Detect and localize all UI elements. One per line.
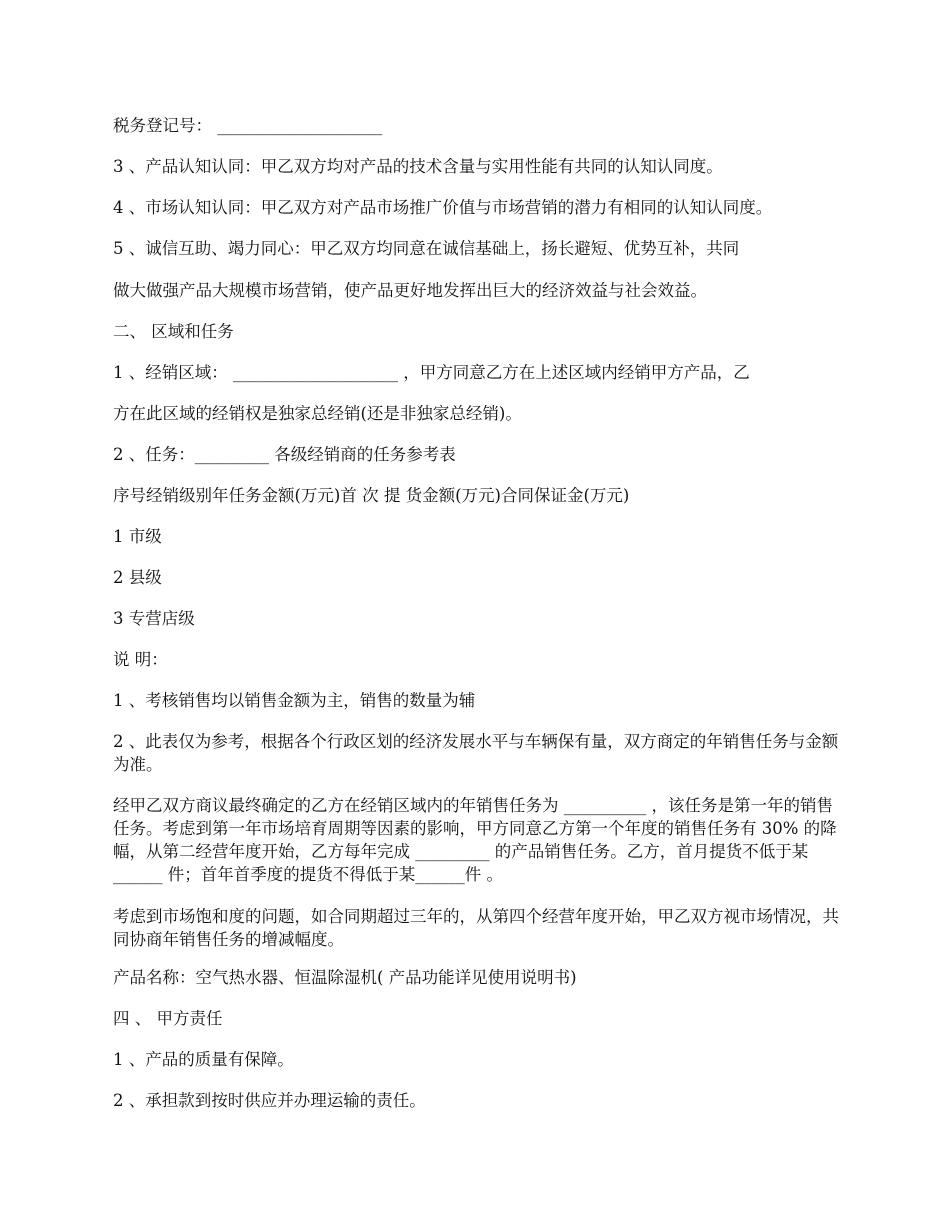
distribution-area-line-1: 1 、经销区域： ____________________ ，甲方同意乙方在上述区域内经销甲方产品，乙 xyxy=(113,363,750,382)
task-table-row-store: 3 专营店级 xyxy=(113,609,195,628)
product-name-line: 产品名称：空气热水器、恒温除湿机( 产品功能详见使用说明书) xyxy=(113,968,577,987)
annual-sales-task-paragraph: 经甲乙双方商议最终确定的乙方在经销区域内的年销售任务为 __________ ，该任务是第一年的销售任务。考虑到第一年市场培育周期等因素的影响，甲方同意乙方第一个年度的销售任务有 30% 的降幅，从第二经营年度开始，乙方每年完成 _________ 的产品销售任务。乙方，首月提货不低于某______ 件；首年首季度的提货不得低于某______件 。 xyxy=(113,796,837,884)
party-a-duty-2: 2 、承担款到按时供应并办理运输的责任。 xyxy=(113,1091,426,1110)
note-2: 2 、此表仅为参考，根据各个行政区划的经济发展水平与车辆保有量，双方商定的年销售任务与金额为准。 xyxy=(113,732,839,774)
task-table-header: 序号经销级别年任务金额(万元)首 次 提 货金额(万元)合同保证金(万元) xyxy=(113,486,630,505)
section-4-heading: 四 、 甲方责任 xyxy=(113,1009,223,1028)
notes-heading: 说 明： xyxy=(113,650,168,669)
clause-4-market-recognition: 4 、市场认知认同：甲乙双方对产品市场推广价值与市场营销的潜力有相同的认知认同度。 xyxy=(113,198,773,217)
task-table-row-city: 1 市级 xyxy=(113,527,162,546)
clause-5-integrity-line-2: 做大做强产品大规模市场营销，使产品更好地发挥出巨大的经济效益与社会效益。 xyxy=(113,281,707,300)
task-table-row-county: 2 县级 xyxy=(113,568,162,587)
clause-3-product-recognition: 3 、产品认知认同：甲乙双方均对产品的技术含量与实用性能有共同的认知认同度。 xyxy=(113,157,723,176)
section-2-heading: 二、 区域和任务 xyxy=(113,322,234,341)
task-line: 2 、任务：_________ 各级经销商的任务参考表 xyxy=(113,445,456,464)
distribution-area-line-2: 方在此区域的经销权是独家总经销(还是非独家总经销)。 xyxy=(113,404,522,423)
clause-5-integrity-line-1: 5 、诚信互助、竭力同心：甲乙双方均同意在诚信基础上，扬长避短、优势互补，共同 xyxy=(113,239,740,258)
party-a-duty-1: 1 、产品的质量有保障。 xyxy=(113,1050,294,1069)
market-saturation-paragraph: 考虑到市场饱和度的问题，如合同期超过三年的，从第四个经营年度开始，甲乙双方视市场情况，共同协商年销售任务的增减幅度。 xyxy=(113,907,839,949)
tax-registration-line: 税务登记号： ____________________ xyxy=(113,116,383,135)
note-1: 1 、考核销售均以销售金额为主，销售的数量为辅 xyxy=(113,691,476,710)
